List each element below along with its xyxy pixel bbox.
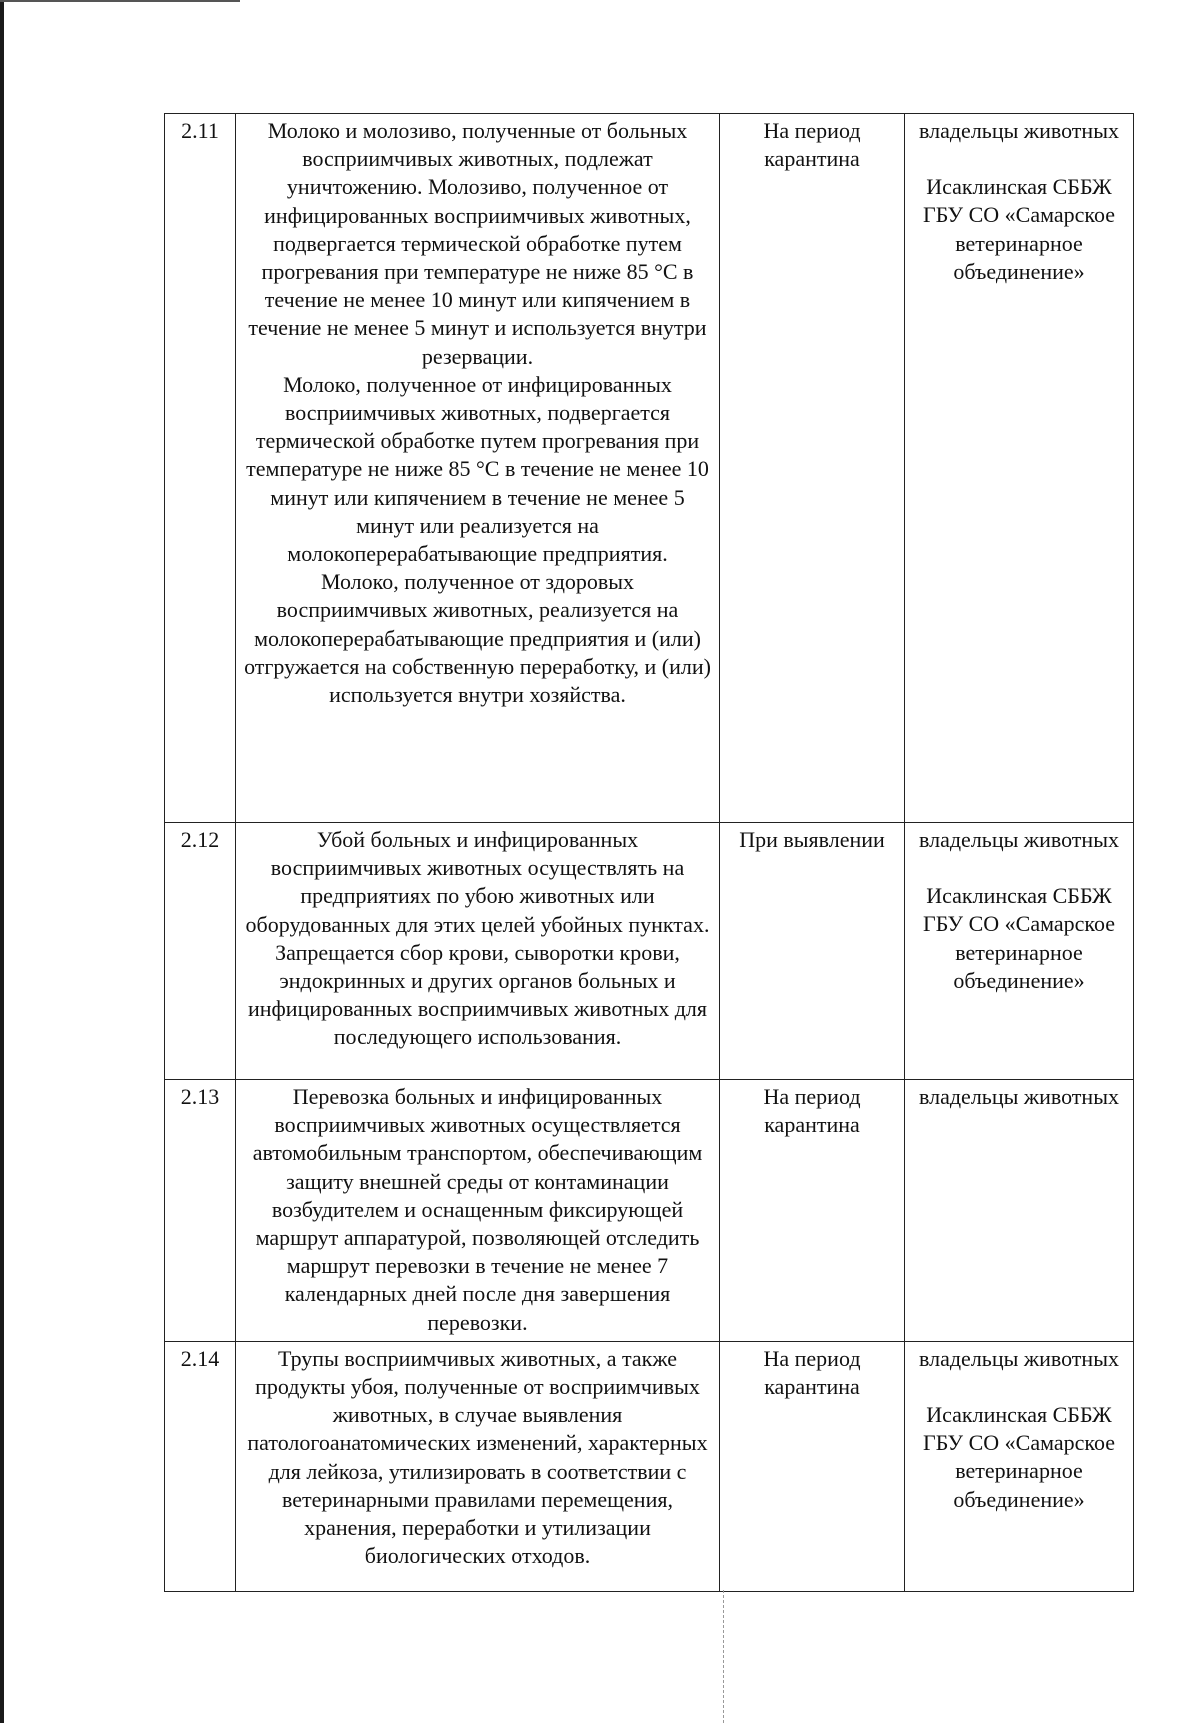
table-row xyxy=(165,823,1134,1080)
scan-edge-top xyxy=(0,0,240,2)
measure-paragraph: Убой больных и инфицированных восприимчивых животных осуществлять на предприятиях по убою животных или оборудованных для этих целей убойных пунктах. Запрещается сбор крови, сыворотки крови, эндокринных и других органов больных и инфицированных восприимчивых животных для последующего использования. xyxy=(245,827,710,1050)
table-row xyxy=(165,114,1134,823)
row-number: 2.12 xyxy=(165,823,236,1080)
responsible-entry: владельцы животных xyxy=(919,118,1119,143)
measure-text xyxy=(236,1080,720,1342)
measure-paragraph: Трупы восприимчивых животных, а также продукты убоя, полученные от восприимчивых животных, в случае выявления патологоанатомических изменений, характерных для лейкоза, утилизировать в соответствии с ветеринарными правилами перемещения, хранения, переработки и утилизации биологических отходов. xyxy=(247,1345,708,1569)
period-cell: На период карантина xyxy=(720,1080,905,1342)
responsible-cell xyxy=(905,823,1134,1080)
period-cell: На период карантина xyxy=(720,1341,905,1591)
row-number: 2.13 xyxy=(165,1080,236,1342)
measure-text xyxy=(236,823,720,1080)
measures-table xyxy=(164,113,1134,1592)
scan-edge-left xyxy=(0,0,4,1723)
responsible-entry: владельцы животных xyxy=(919,1084,1119,1109)
responsible-cell xyxy=(905,114,1134,823)
measure-paragraph: Молоко, полученное от здоровых восприимчивых животных, реализуется на молокоперерабатывающие предприятия и (или) отгружается на собственную переработку, и (или) используется внутри хозяйства. xyxy=(244,569,711,708)
measure-paragraph: Молоко, полученное от инфицированных восприимчивых животных, подвергается термической обработке путем прогревания при температуре не ниже 85 °С в течение не менее 10 минут или кипячением в течение не менее 5 минут или реализуется на молокоперерабатывающие предприятия. xyxy=(246,371,709,567)
responsible-entry: Исаклинская СББЖ ГБУ СО «Самарское ветеринарное объединение» xyxy=(922,883,1116,993)
responsible-cell xyxy=(905,1080,1134,1342)
scan-artifact-line xyxy=(723,1590,725,1723)
measure-text xyxy=(236,114,720,823)
responsible-entry: владельцы животных xyxy=(919,1345,1119,1371)
period-cell: На период карантина xyxy=(720,114,905,823)
responsible-entry: владельцы животных xyxy=(919,827,1119,852)
period-cell: При выявлении xyxy=(720,823,905,1080)
measure-text xyxy=(236,1341,720,1591)
measure-paragraph: Молоко и молозиво, полученные от больных восприимчивых животных, подлежат уничтожению. Молозиво, полученное от инфицированных восприимчивых животных, подвергается термической обработке путем прогревания при температуре не ниже 85 °С в течение не менее 10 минут или кипячением в течение не менее 5 минут и используется внутри резервации. xyxy=(248,118,707,369)
responsible-cell xyxy=(905,1341,1134,1591)
table-row xyxy=(165,1341,1134,1591)
responsible-entry: Исаклинская СББЖ ГБУ СО «Самарское ветеринарное объединение» xyxy=(922,174,1116,284)
table-row xyxy=(165,1080,1134,1342)
measure-paragraph: Перевозка больных и инфицированных восприимчивых животных осуществляется автомобильным транспортом, обеспечивающим защиту внешней среды от контаминации возбудителем и оснащенным фиксирующей маршрут аппаратурой, позволяющей отследить маршрут перевозки в течение не менее 7 календарных дней после дня завершения перевозки. xyxy=(252,1084,703,1335)
responsible-entry: Исаклинская СББЖ ГБУ СО «Самарское ветеринарное объединение» xyxy=(922,1402,1116,1512)
row-number: 2.14 xyxy=(165,1341,236,1591)
row-number: 2.11 xyxy=(165,114,236,823)
